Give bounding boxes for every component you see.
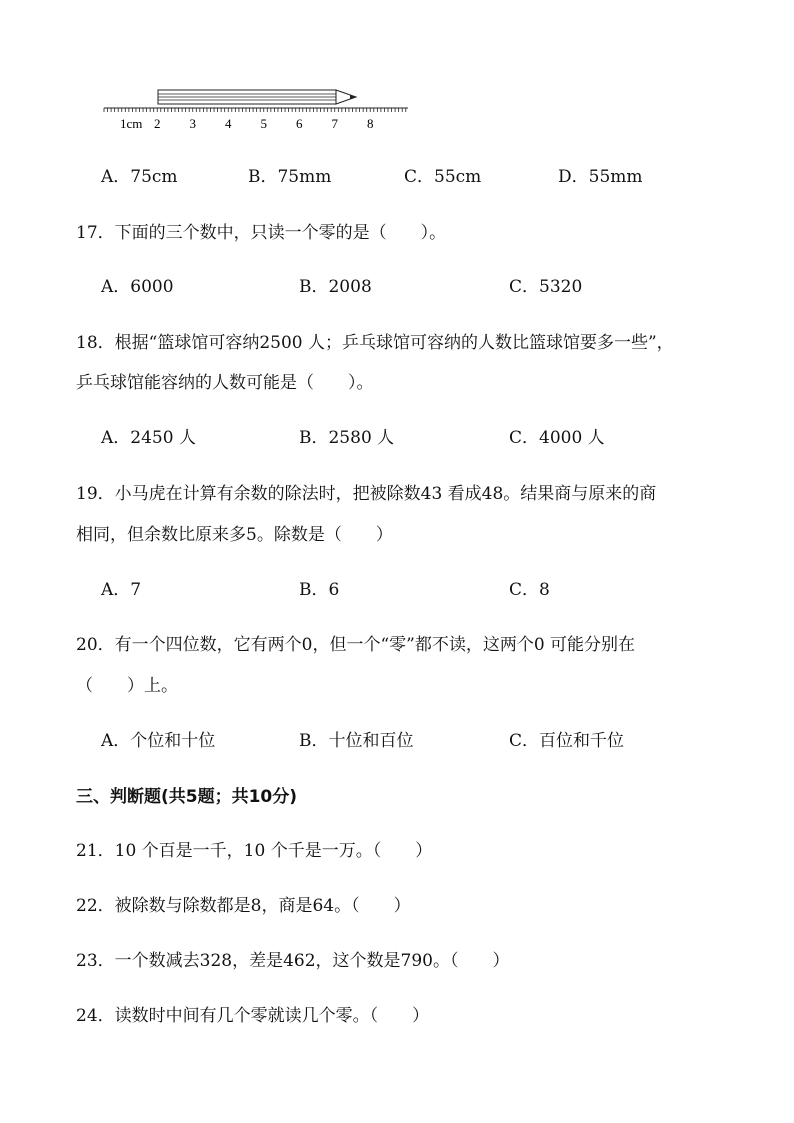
pencil bbox=[158, 90, 356, 104]
q19-text-line2: 相同，但余数比原来多5。除数是（ ） bbox=[76, 525, 393, 545]
ruler-ticks bbox=[104, 108, 406, 112]
q19-text-line1: 19．小马虎在计算有余数的除法时，把被除数43 看成48。结果商与原来的商 bbox=[76, 484, 657, 504]
ruler-tick-label: 5 bbox=[260, 116, 267, 131]
ruler-unit-label: 1cm bbox=[120, 116, 143, 131]
q23-text: 23．一个数减去328，差是462，这个数是790。（ ） bbox=[76, 951, 510, 971]
ruler-tick-label: 7 bbox=[331, 116, 338, 131]
q20-text-line1: 20．有一个四位数，它有两个0，但一个“零”都不读，这两个0 可能分别在 bbox=[76, 635, 636, 655]
q21-text: 21．10 个百是一千，10 个千是一万。（ ） bbox=[76, 841, 433, 861]
q22-text: 22．被除数与除数都是8，商是64。（ ） bbox=[76, 896, 411, 916]
ruler-tick-label: 2 bbox=[154, 116, 161, 131]
q20-option-c[interactable]: C．百位和千位 bbox=[509, 731, 625, 751]
q19-option-c[interactable]: C．8 bbox=[509, 580, 550, 600]
section-3-heading: 三、判断题(共5题；共10分) bbox=[76, 787, 298, 807]
q24-text: 24．读数时中间有几个零就读几个零。（ ） bbox=[76, 1006, 430, 1026]
q18-option-a[interactable]: A．2450 人 bbox=[101, 428, 196, 448]
q16-option-c[interactable]: C．55cm bbox=[404, 167, 482, 187]
ruler-tick-label: 4 bbox=[225, 116, 232, 131]
q17-option-b[interactable]: B．2008 bbox=[299, 277, 372, 297]
q18-text-line1: 18．根据“篮球馆可容纳2500 人；乒乓球馆可容纳的人数比篮球馆要多一些”， bbox=[76, 333, 674, 353]
q20-option-b[interactable]: B．十位和百位 bbox=[299, 731, 414, 751]
q19-option-b[interactable]: B．6 bbox=[299, 580, 340, 600]
q17-option-c[interactable]: C．5320 bbox=[509, 277, 583, 297]
q16-option-d[interactable]: D．55mm bbox=[558, 167, 643, 187]
ruler-figure bbox=[100, 86, 412, 132]
q18-option-b[interactable]: B．2580 人 bbox=[299, 428, 395, 448]
q17-text: 17．下面的三个数中，只读一个零的是（ ）。 bbox=[76, 223, 447, 243]
q16-option-a[interactable]: A．75cm bbox=[101, 167, 178, 187]
q20-text-line2: （ ）上。 bbox=[76, 676, 178, 696]
q19-option-a[interactable]: A．7 bbox=[101, 580, 142, 600]
q18-text-line2: 乒乓球馆能容纳的人数可能是（ ）。 bbox=[76, 373, 374, 393]
ruler-tick-label: 8 bbox=[367, 116, 374, 131]
ruler-tick-labels bbox=[154, 116, 374, 131]
q16-option-b[interactable]: B．75mm bbox=[248, 167, 332, 187]
q20-option-a[interactable]: A．个位和十位 bbox=[101, 731, 216, 751]
q18-option-c[interactable]: C．4000 人 bbox=[509, 428, 605, 448]
ruler-pencil-illustration bbox=[100, 86, 412, 132]
ruler-tick-label: 3 bbox=[189, 116, 196, 131]
q17-option-a[interactable]: A．6000 bbox=[101, 277, 174, 297]
ruler-tick-label: 6 bbox=[296, 116, 303, 131]
